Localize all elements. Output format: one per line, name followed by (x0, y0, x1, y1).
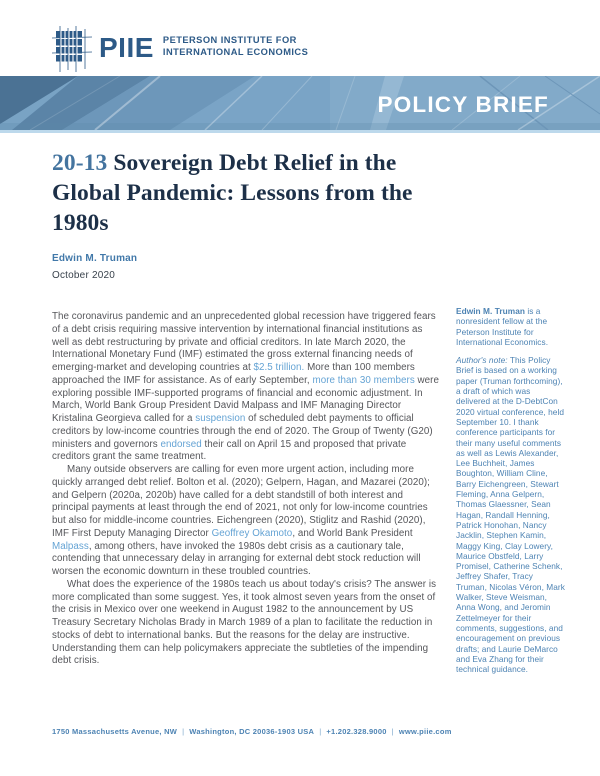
text-run: , among others, have invoked the 1980s debt crisis as a cautionary tale, contending that unnecessary delay in arranging for external debt stock reduction will worsen the economic downturn in these troubled countries. (52, 540, 421, 577)
doc-title-text: Sovereign Debt Relief in the Global Pandemic: Lessons from the 1980s (52, 150, 413, 236)
banner-title: POLICY BRIEF (377, 92, 549, 117)
footer-phone: +1.202.328.9000 (326, 727, 387, 736)
paragraph-1 (52, 311, 442, 464)
org-name-line2: INTERNATIONAL ECONOMICS (162, 46, 309, 57)
suspension-link[interactable]: suspension (195, 413, 246, 424)
doc-title (52, 148, 444, 238)
text-run: More than 100 members approached the IMF for assistance. As of early September, (52, 362, 415, 386)
footer-separator: | (182, 727, 185, 736)
text-run: What does the experience of the 1980s teach us about today's crisis? The answer is more complicated than some suggest. Yes, it took almost seven years from the onset of the crisis in Mexico over one weekend in August 1982 to the announcement by US Treasury Secretary Nicholas Brady in March 1989 of a plan to facilitate the reduction in stocks of debt to international banks. But the reasons for the delay are instructive. Understanding them can help policymakers appreciate the subtleties of the impending debt crisis. (52, 578, 437, 667)
paragraph-3 (52, 579, 442, 668)
byline (52, 253, 137, 281)
author-bio (456, 306, 566, 347)
malpass-link[interactable]: Malpass (52, 540, 89, 552)
org-abbrev: PIIE (99, 32, 154, 63)
doc-number: 20-13 (52, 150, 108, 176)
org-name (163, 35, 308, 58)
author-name: Edwin M. Truman (52, 253, 138, 264)
body-column (52, 311, 442, 668)
sidebar (456, 306, 566, 682)
footer-website-link[interactable]: www.piie.com (398, 727, 452, 736)
authors-note (456, 355, 566, 674)
footer-address: 1750 Massachusetts Avenue, NW (52, 727, 178, 736)
authors-note-text: This Policy Brief is based on a working paper (Truman forthcoming), a draft of which was delivered at the D-DebtCon 2020 virtual conference, held September 10. I thank conference participants for their many useful comments as well as Lewis Alexander, Lee Buchheit, James Boughton, William Cline, Barry Eichengreen, Stewart Fleming, Anna Gelpern, Thomas Glaessner, Sean Hagan, Randall Henning, Patrick Honohan, Nancy Jacklin, Stephen Kamin, Maggy King, Clay Lowery, Maurice Obstfeld, Larry Promisel, Catherine Schenk, Jeffrey Shafer, Tracy Truman, Nicolas Véron, Mark Walker, Steve Weisman, Anna Wong, and Jeromin Zettelmeyer for their comments, suggestions, and encouragement on previous drafts; and Laurie DeMarco and Eva Zhang for their technical guidance. (456, 355, 565, 675)
endorsed-link[interactable]: endorsed (160, 438, 202, 450)
authors-note-lead: Author's note: (456, 355, 508, 366)
piie-logo (52, 26, 308, 72)
text-run: were exploring possible IMF-supported programs of financial and economic adjustment. In March, World Bank Group President David Malpass and IMF Managing Director Kristalina Georgieva called for a (52, 374, 439, 424)
okamoto-link[interactable]: Geoffrey Okamoto (211, 527, 293, 539)
building-facade-icon (52, 26, 92, 72)
text-run: The coronavirus pandemic and an unprecedented global recession have triggered fears of a debt crisis requiring massive intervention by international financial institutions as well as debt restructuring by private and official creditors. In late March 2020, the International Monetary Fund (IMF) estimated the gross external financing needs of emerging-market and developing countries at (52, 311, 436, 373)
text-run: Many outside observers are calling for even more urgent action, including more quickly arranged debt relief. Bolton et al. (2020); Gelpern, Hagan, and Mazarei (2020); and Gelpern (2020a, 2020b) have called for a debt standstill of both interest and principal payments at least through the end of 2021, not only for low-income countries but also for middle-income countries. Eichengreen (2020), Stiglitz and Rashid (2020), IMF First Deputy Managing Director (52, 464, 430, 539)
org-name-line1: PETERSON INSTITUTE FOR (162, 35, 297, 45)
footer-separator: | (391, 727, 394, 736)
text-run: , and World Bank President (292, 527, 413, 539)
publication-date: October 2020 (52, 270, 115, 281)
text-run: their call on April 15 and proposed that private creditors grant the same treatment. (52, 438, 407, 463)
trillion-link[interactable]: $2.5 trillion. (253, 362, 305, 373)
text-run: of scheduled debt payments to official creditors by low-income countries through the end of 2020. The Group of Twenty (G20) ministers and governors (52, 413, 433, 450)
footer-location: Washington, DC 20036-1903 USA (189, 727, 315, 736)
footer (52, 727, 552, 736)
banner-divider (0, 130, 600, 133)
paragraph-2 (52, 464, 442, 579)
footer-separator: | (319, 727, 322, 736)
policy-brief-banner (0, 76, 600, 130)
author-bio-text: is a nonresident fellow at the Peterson Institute for International Economics. (456, 306, 549, 347)
author-bio-name: Edwin M. Truman (456, 306, 525, 316)
members-link[interactable]: more than 30 members (312, 374, 415, 386)
